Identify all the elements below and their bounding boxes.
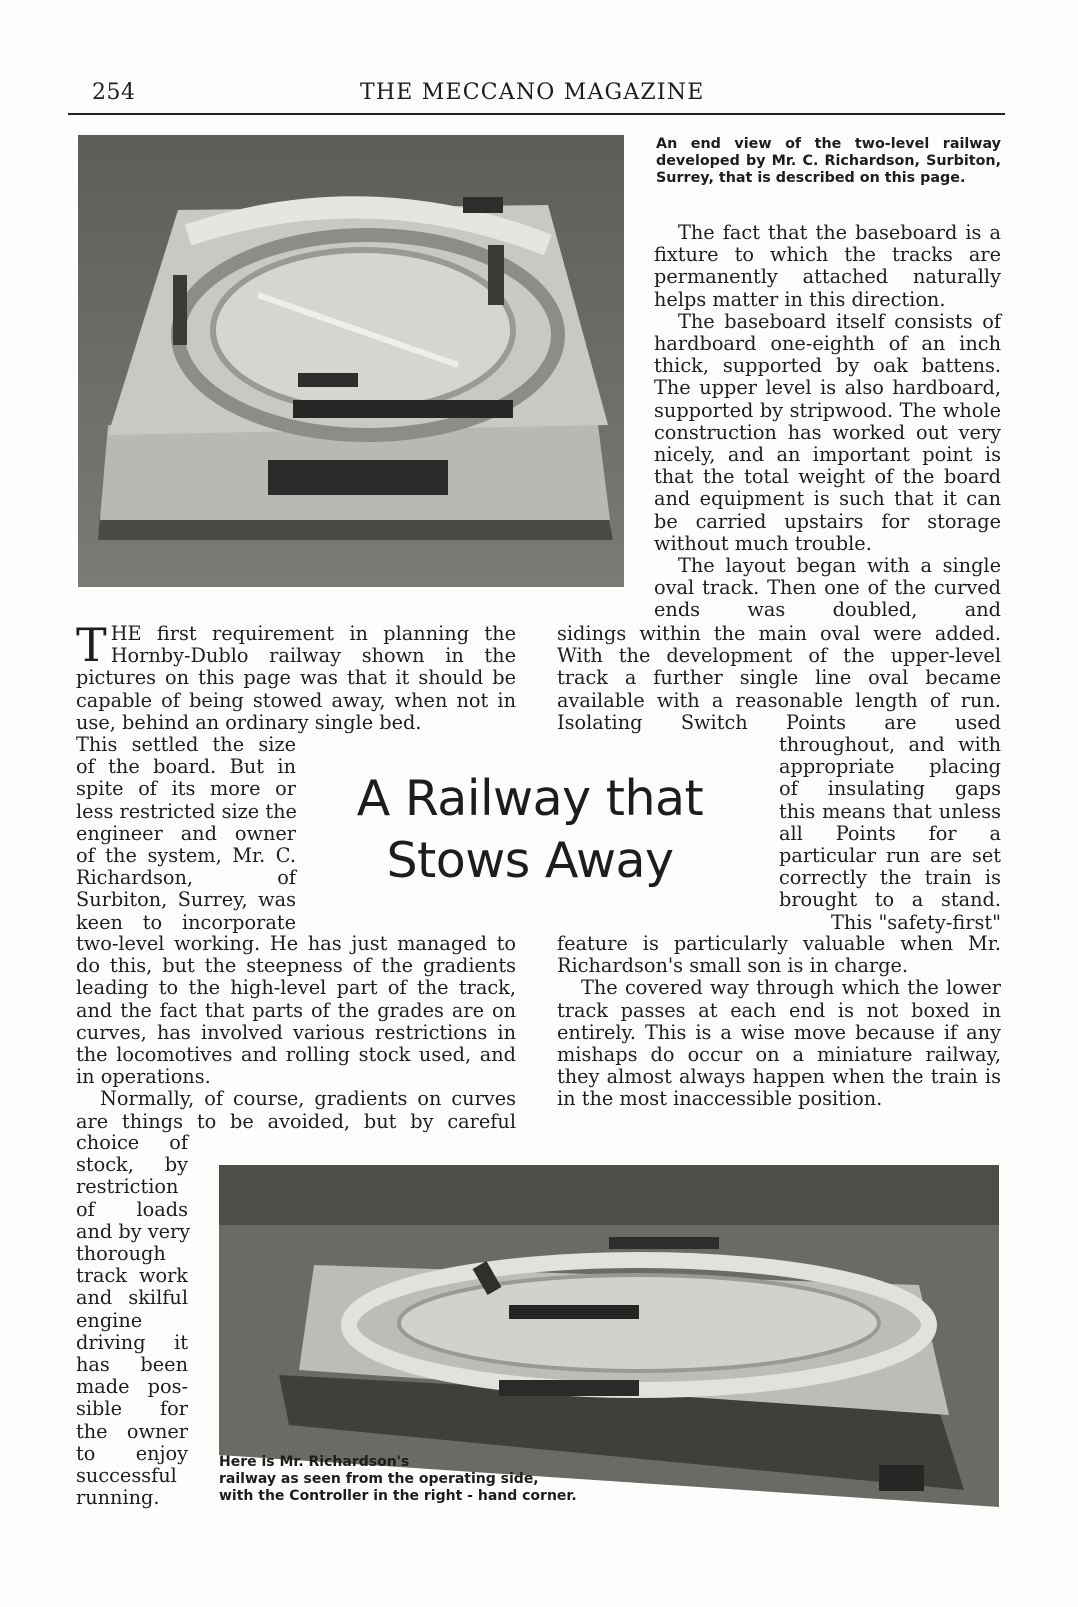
bottom-narrow-line: running. (76, 1486, 160, 1510)
bottom-narrow-line: the owner (76, 1419, 188, 1443)
paragraph-covered-way: The covered way through which the lower track passes at each end is not boxed in entirely. This is a wise move because if any mishaps do occur on a miniature railway, they almost always happen when the train is in the most inaccessible position. (557, 976, 1001, 1111)
left-narrow-line: Surbiton, Surrey, was (76, 888, 296, 912)
bottom-narrow-line: to enjoy (76, 1441, 188, 1465)
bottom-narrow-line: thorough (76, 1242, 166, 1266)
mid-column-lower (557, 933, 1001, 1111)
right-narrow-line: all Points for a (779, 821, 1001, 845)
paragraph-normally: Normally, of course, gradients on curves are things to be avoided, but by careful (76, 1087, 516, 1133)
paragraph-sidings: sidings within the main oval were added. With the development of the upper-level track a further single line oval became available with a reasonable length of run. Isolating Switch Points are used (557, 622, 1001, 734)
left-column-lower (76, 933, 516, 1133)
right-narrow-line: of insulating gaps (779, 777, 1001, 801)
bottom-caption-line: with the Controller in the right - hand corner. (219, 1488, 577, 1504)
paragraph-layout-began: The layout began with a single oval track. Then one of the curved ends was doubled, and (654, 554, 1001, 622)
bottom-left-narrow-text (76, 1131, 191, 1510)
paragraph-feature: feature is particularly valuable when Mr. Richardson's small son is in charge. (557, 932, 1001, 978)
railway-end-view-photo (78, 135, 624, 587)
magazine-title: THE MECCANO MAGAZINE (360, 80, 705, 105)
right-narrow-line: particular run are set (779, 844, 1001, 868)
paragraph-baseboard-construction: The baseboard itself consists of hardboard one-eighth of an inch thick, supported by oak battens. The upper level is also hardboard, supported by stripwood. The whole construction has worked out very nicely, and an important point is that the total weight of the board and equipment is such that it can be carried upstairs for storage without much trouble. (654, 309, 1001, 555)
right-narrow-line: appropriate placing (779, 755, 1001, 779)
left-narrow-text (76, 734, 296, 934)
bottom-narrow-line: engine (76, 1308, 143, 1332)
article-headline (330, 768, 730, 892)
header-rule (68, 113, 1005, 115)
right-narrow-line: This "safety-first" (830, 910, 1001, 934)
bottom-narrow-line: driving it (76, 1330, 188, 1354)
left-narrow-line: of the system, Mr. C. (76, 844, 296, 868)
left-narrow-line: spite of its more or (76, 777, 296, 801)
right-narrow-line: brought to a stand. (779, 888, 1001, 912)
left-narrow-line: Richardson, of (76, 866, 296, 890)
top-photo-caption: An end view of the two-level railway developed by Mr. C. Richardson, Surbiton, Surrey, that is described on this page. (656, 136, 1001, 186)
mid-column-upper (557, 623, 1001, 734)
headline-line-2: Stows Away (386, 832, 674, 889)
bottom-photo-caption (219, 1454, 649, 1505)
right-narrow-text (779, 734, 1001, 934)
drop-cap: T (76, 618, 107, 672)
bottom-narrow-line: successful (76, 1464, 177, 1488)
bottom-caption-line: railway as seen from the operating side, (219, 1471, 539, 1487)
left-narrow-line: This settled the size (76, 733, 296, 756)
bottom-narrow-line: and by very (76, 1219, 191, 1243)
bottom-narrow-line: restriction (76, 1175, 179, 1199)
right-narrow-line: throughout, and with (779, 733, 1001, 756)
bottom-narrow-line: choice of (76, 1131, 188, 1154)
paragraph-two-level: two-level working. He has just managed to do this, but the steepness of the gradients leading to the high-level part of the track, and the fact that parts of the grades are on curves, has involved various restrictions in the locomotives and rolling stock used, and in operations. (76, 932, 516, 1089)
left-narrow-line: keen to incorporate (76, 910, 296, 934)
bottom-narrow-line: has been (76, 1353, 188, 1377)
bottom-narrow-line: sible for (76, 1397, 188, 1421)
left-narrow-line: less restricted size the (76, 799, 297, 823)
left-narrow-line: engineer and owner (76, 821, 296, 845)
right-narrow-line: this means that unless (779, 799, 1001, 823)
left-narrow-line: of the board. But in (76, 755, 296, 779)
page-number: 254 (92, 80, 136, 105)
left-column-intro (76, 618, 516, 734)
right-column-text (654, 222, 1001, 622)
bottom-narrow-line: track work (76, 1264, 188, 1288)
intro-text: HE first requirement in planning the Hornby-Dublo railway shown in the pictures on this page was that it should be capable of being stowed away, when not in use, behind an ordinary single bed. (76, 622, 516, 734)
railway-end-view-image (78, 135, 624, 587)
right-narrow-line: correctly the train is (779, 866, 1001, 890)
bottom-narrow-line: of loads (76, 1197, 188, 1221)
bottom-narrow-line: made pos- (76, 1375, 188, 1399)
bottom-narrow-line: and skilful (76, 1286, 188, 1310)
bottom-caption-line: Here is Mr. Richardson's (219, 1454, 410, 1470)
paragraph-baseboard-fixture: The fact that the baseboard is a fixture to which the tracks are permanently attached naturally helps matter in this direction. (654, 221, 1001, 311)
bottom-narrow-line: stock, by (76, 1153, 188, 1177)
headline-line-1: A Railway that (356, 770, 704, 827)
